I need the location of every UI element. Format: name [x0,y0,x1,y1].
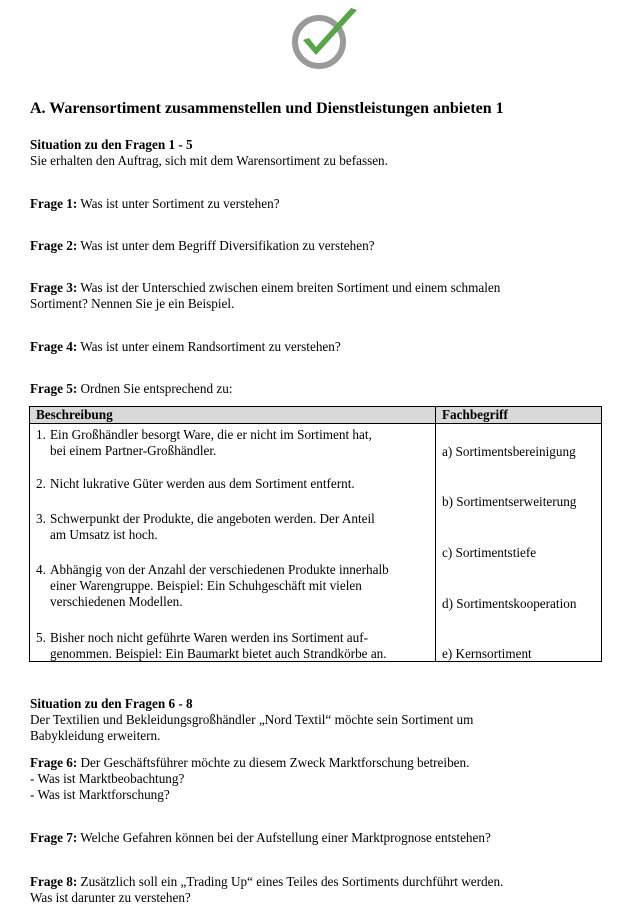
question-3-line-1: Was ist der Unterschied zwischen einem breiten Sortiment und einem schmalen [80,280,501,295]
page-title: A. Warensortiment zusammenstellen und Dienstleistungen anbieten 1 [30,100,504,117]
term-d: d) Sortimentskooperation [442,596,577,611]
term-b: b) Sortimentserweiterung [442,494,577,509]
situation-2-line-1: Der Textilien und Bekleidungsgroßhändler „Nord Textil“ möchte sein Sortiment um [30,712,474,727]
situation-1-heading: Situation zu den Fragen 1 - 5 [30,137,193,152]
question-8-line-2: Was ist darunter zu verstehen? [30,890,191,905]
question-6-text: Der Geschäftsführer möchte zu diesem Zweck Marktforschung betreiben. [80,755,470,770]
term-e: e) Kernsortiment [442,646,532,661]
question-5-text: Ordnen Sie entsprechend zu: [80,381,233,396]
term-a: a) Sortimentsbereinigung [442,444,576,459]
situation-1 [30,137,610,169]
question-6-sub-1: - Was ist Marktbeobachtung? [30,771,185,786]
question-7-text: Welche Gefahren können bei der Aufstellung einer Marktprognose entstehen? [80,830,491,845]
description-cell [30,424,436,662]
term-cell [436,424,602,662]
term-c: c) Sortimentstiefe [442,545,537,560]
question-1-text: Was ist unter Sortiment zu verstehen? [80,196,280,211]
question-5-label: Frage 5: [30,381,78,396]
question-1-label: Frage 1: [30,196,78,211]
table-header-description: Beschreibung [30,407,436,424]
description-item-3: 3. Schwerpunkt der Produkte, die angeboten werden. Der Anteil am Umsatz ist hoch. [36,511,375,542]
situation-2-heading: Situation zu den Fragen 6 - 8 [30,696,193,711]
question-2-text: Was ist unter dem Begriff Diversifikation zu verstehen? [80,238,375,253]
question-8-label: Frage 8: [30,874,78,889]
question-7 [30,830,610,846]
question-2-label: Frage 2: [30,238,78,253]
question-6 [30,755,610,803]
question-6-sub-2: - Was ist Marktforschung? [30,787,170,802]
question-7-label: Frage 7: [30,830,78,845]
question-2 [30,238,610,254]
question-4 [30,339,610,355]
description-item-2: 2. Nicht lukrative Güter werden aus dem Sortiment entfernt. [36,476,355,491]
question-3-line-2: Sortiment? Nennen Sie je ein Beispiel. [30,296,235,311]
question-4-label: Frage 4: [30,339,78,354]
description-item-4: 4. Abhängig von der Anzahl der verschiedenen Produkte innerhalb einer Warengruppe. Beispiel: Ein Schuhgeschäft mit vielen verschiedenen Modellen. [36,562,389,609]
question-5 [30,381,610,397]
question-6-label: Frage 6: [30,755,78,770]
question-8 [30,874,610,906]
description-item-1: 1. Ein Großhändler besorgt Ware, die er nicht im Sortiment hat, bei einem Partner-Großhändler. [36,427,372,458]
matching-table [29,406,602,662]
table-header-term: Fachbegriff [436,407,602,424]
question-3 [30,280,610,312]
description-item-5: 5. Bisher noch nicht geführte Waren werden ins Sortiment auf- genommen. Beispiel: Ein Baumarkt bietet auch Strandkörbe an. [36,630,387,661]
question-3-label: Frage 3: [30,280,78,295]
question-4-text: Was ist unter einem Randsortiment zu verstehen? [80,339,341,354]
situation-2 [30,696,610,744]
situation-2-line-2: Babykleidung erweitern. [30,728,161,743]
check-circle-icon [289,6,363,70]
situation-1-text: Sie erhalten den Auftrag, sich mit dem Warensortiment zu befassen. [30,153,388,168]
question-8-line-1: Zusätzlich soll ein „Trading Up“ eines Teiles des Sortiments durchführt werden. [80,874,504,889]
question-1 [30,196,610,212]
